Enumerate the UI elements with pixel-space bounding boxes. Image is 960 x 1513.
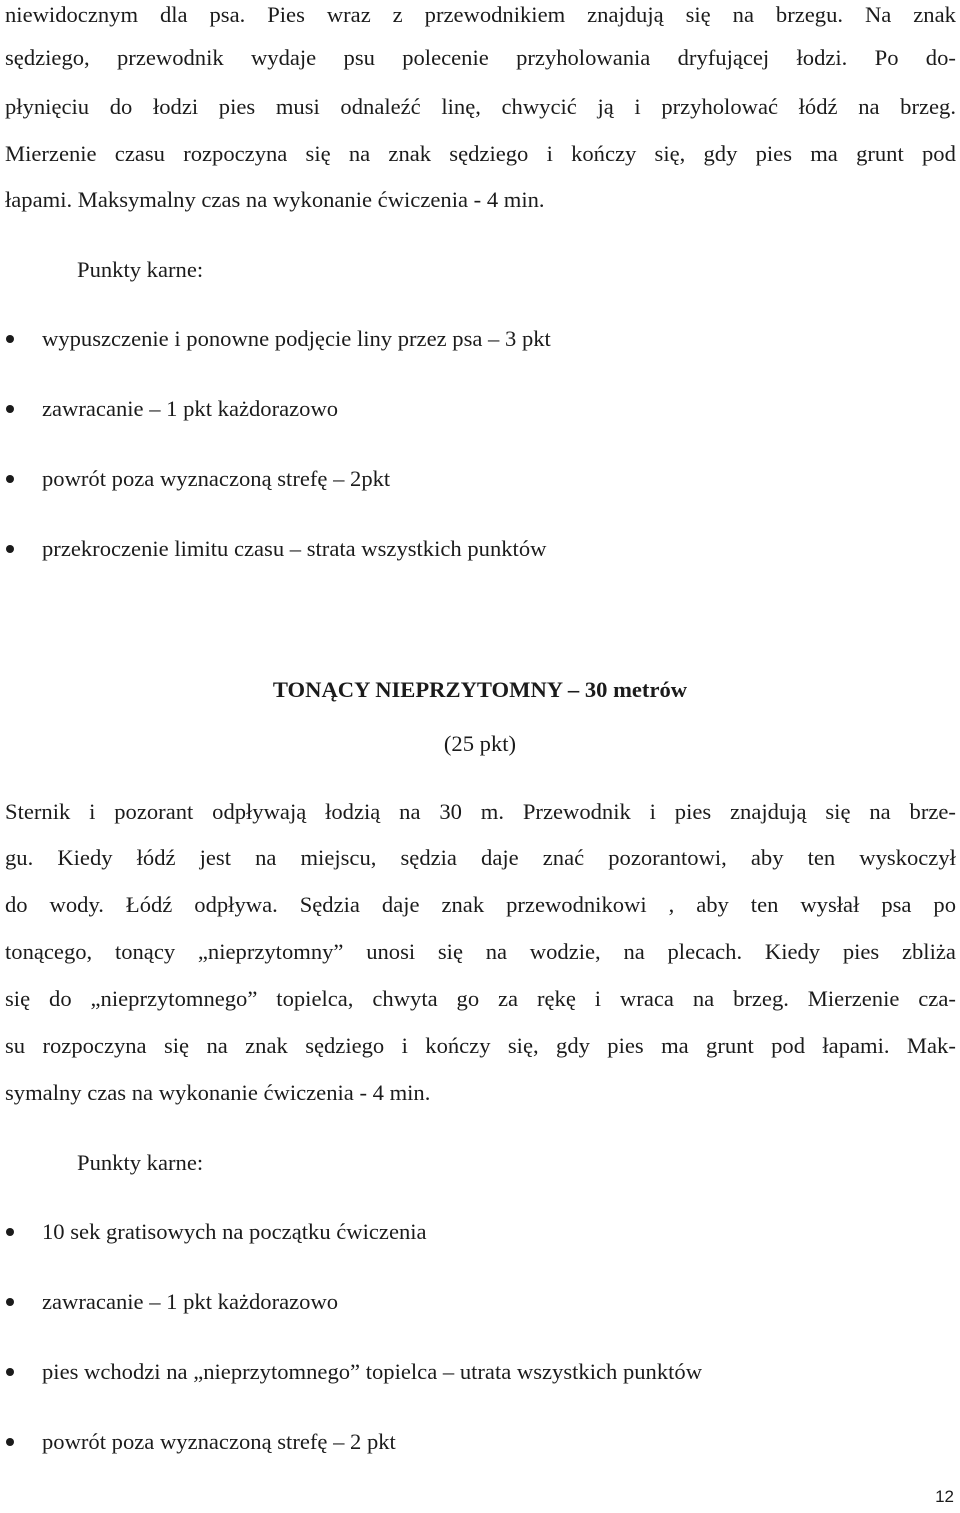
body-text-line: się do „nieprzytomnego” topielca, chwyta go za rękę i wraca na brzeg. Mierzenie cza-: [5, 986, 956, 1011]
penalty-points-label: Punkty karne:: [77, 1150, 204, 1175]
list-item-text: 10 sek gratisowych na początku ćwiczenia: [42, 1219, 427, 1244]
body-text-line: su rozpoczyna się na znak sędziego i kończy się, gdy pies ma grunt pod łapami. Mak-: [5, 1033, 956, 1058]
page-number: 12: [935, 1487, 954, 1506]
body-text-line: Sternik i pozorant odpływają łodzią na 30 m. Przewodnik i pies znajdują się na brze-: [5, 799, 956, 824]
body-text-line: gu. Kiedy łódź jest na miejscu, sędzia daje znać pozorantowi, aby ten wyskoczył: [5, 845, 956, 870]
penalty-points-label: Punkty karne:: [77, 257, 204, 282]
list-item-text: powrót poza wyznaczoną strefę – 2 pkt: [42, 1429, 396, 1454]
bullet-icon: [6, 335, 14, 343]
section-heading: TONĄCY NIEPRZYTOMNY – 30 metrów: [272, 677, 688, 702]
section-points: (25 pkt): [443, 731, 517, 756]
body-text-line: łapami. Maksymalny czas na wykonanie ćwiczenia - 4 min.: [5, 187, 545, 212]
body-text-line: płynięciu do łodzi pies musi odnaleźć linę, chwycić ją i przyholować łódź na brzeg.: [5, 94, 956, 119]
bullet-icon: [6, 1298, 14, 1306]
body-text-line: sędziego, przewodnik wydaje psu polecenie przyholowania dryfującej łodzi. Po do-: [5, 45, 956, 70]
body-text-line: symalny czas na wykonanie ćwiczenia - 4 min.: [5, 1080, 431, 1105]
body-text-line: niewidocznym dla psa. Pies wraz z przewodnikiem znajdują się na brzegu. Na znak: [5, 2, 956, 27]
list-item-text: przekroczenie limitu czasu – strata wszystkich punktów: [42, 536, 547, 561]
bullet-icon: [6, 1228, 14, 1236]
bullet-icon: [6, 1368, 14, 1376]
list-item-text: powrót poza wyznaczoną strefę – 2pkt: [42, 466, 391, 491]
list-item-text: wypuszczenie i ponowne podjęcie liny przez psa – 3 pkt: [42, 326, 551, 351]
list-item-text: pies wchodzi na „nieprzytomnego” topielca – utrata wszystkich punktów: [42, 1359, 703, 1384]
list-item-text: zawracanie – 1 pkt każdorazowo: [42, 396, 339, 421]
bullet-icon: [6, 475, 14, 483]
bullet-icon: [6, 1438, 14, 1446]
bullet-icon: [6, 405, 14, 413]
bullet-icon: [6, 545, 14, 553]
body-text-line: Mierzenie czasu rozpoczyna się na znak sędziego i kończy się, gdy pies ma grunt pod: [5, 141, 956, 166]
body-text-line: do wody. Łódź odpływa. Sędzia daje znak przewodnikowi , aby ten wysłał psa po: [5, 892, 956, 917]
body-text-line: tonącego, tonący „nieprzytomny” unosi się na wodzie, na plecach. Kiedy pies zbliża: [5, 939, 956, 964]
list-item-text: zawracanie – 1 pkt każdorazowo: [42, 1289, 339, 1314]
